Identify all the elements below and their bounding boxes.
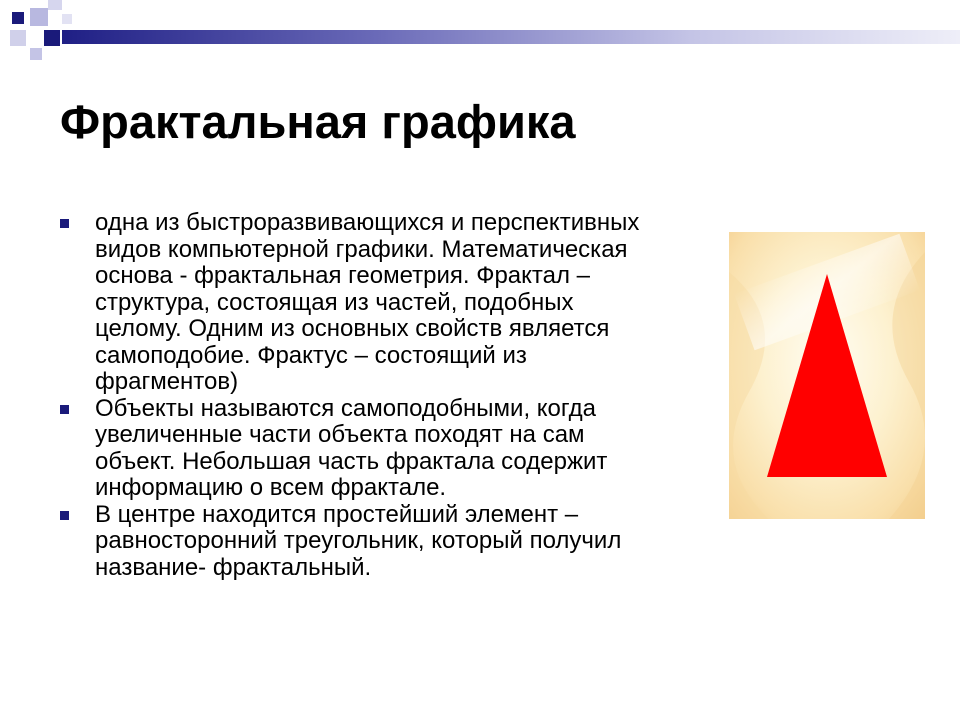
bullet-list [58,210,718,581]
triangle-picture [729,232,925,519]
decor-square-lavender [10,30,26,46]
bullet-text: Объекты называются самоподобными, когда увеличенные части объекта походят на сам объект. Небольшая часть фрактала содержит информацию о всем фрактале. [95,394,608,501]
decor-square-navy [44,30,60,46]
decor-square-lavender [30,8,48,26]
decor-square-navy [12,12,24,24]
square-bullet-icon [60,405,69,414]
decor-square-lavender [30,48,42,60]
slide-title: Фрактальная графика [60,95,576,148]
triangle-picture-svg [729,232,925,519]
square-bullet-icon [60,219,69,228]
bullet-item [58,210,718,396]
square-bullet-icon [60,511,69,520]
header-gradient-bar [62,30,960,44]
decor-square-lavender [62,14,72,24]
bullet-item [58,396,718,502]
decor-square-lavender [48,0,62,10]
bullet-item [58,502,718,582]
bullet-text: одна из быстроразвивающихся и перспективных видов компьютерной графики. Математическая основа - фрактальная геометрия. Фрактал – структура, состоящая из частей, подобных целому. Одним из основных свойств является самоподобие. Фрактус – состоящий из фрагментов) [95,209,640,395]
bullet-text: В центре находится простейший элемент – равносторонний треугольник, который получил название- фрактальный. [95,500,622,581]
